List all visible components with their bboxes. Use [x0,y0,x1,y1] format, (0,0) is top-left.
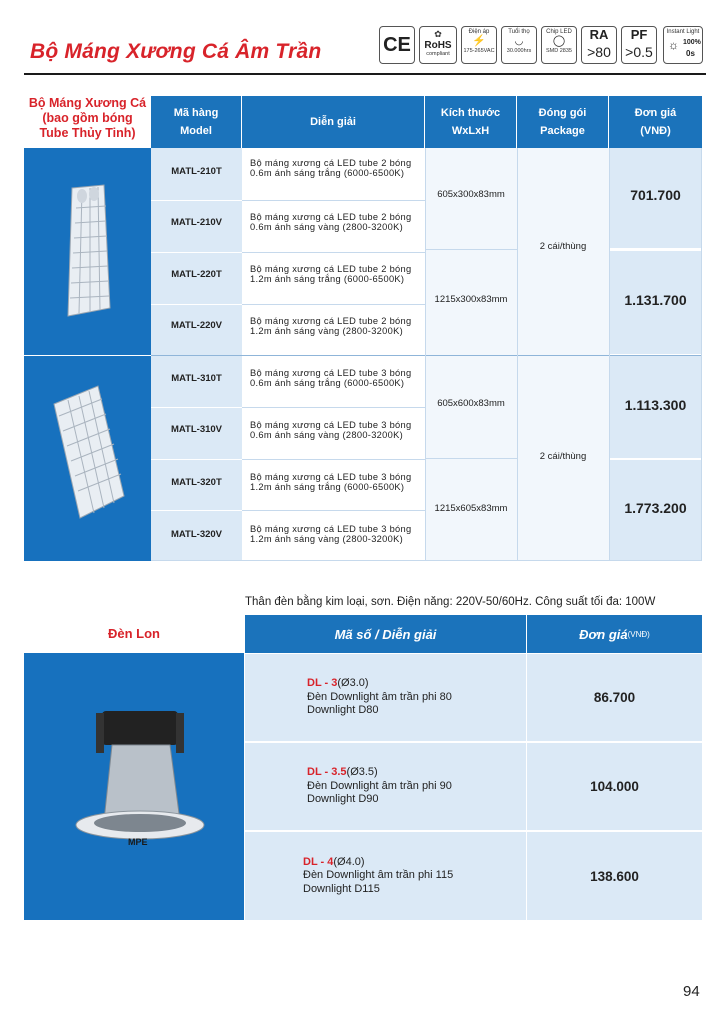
description-line: Đèn Downlight âm trần phi 115 [303,869,454,882]
table-bottom [151,560,702,561]
size-value: 605x300x83mm [437,189,505,200]
model-description: Bộ máng xương cá LED tube 2 bóng 1.2m ánh sáng vàng (2800-3200K) [250,316,412,336]
downlight-section-label: Đèn Lon [108,626,160,641]
row-divider [425,249,517,250]
lightning-icon: ⚡ [472,35,486,47]
price-value: 701.700 [630,187,681,203]
col-divider [425,148,426,561]
row-divider [609,458,702,460]
rohs-badge: ✿ RoHS compliant [419,26,457,64]
code-line: DL - 4(Ø4.0) [303,855,365,868]
package-value: 2 cái/thùng [539,241,587,252]
downlight-row-dl35 [245,743,526,830]
ra-badge: RA >80 [581,26,617,64]
instant-light-badge: Instant Light ☼ 100% 0s [663,26,703,64]
header-price: Đơn giá (VNĐ) [609,96,702,148]
page-number: 94 [683,983,700,1000]
row-divider [151,407,242,408]
lifetime-badge: Tuổi thọ ◡ 30.000hrs [501,26,537,64]
row-divider [425,458,517,459]
bulb-icon: ◯ [552,35,566,47]
page-title: Bộ Máng Xương Cá Âm Trần [30,40,322,63]
description-line: Đèn Downlight âm trần phi 90 [307,779,452,792]
package-value: 2 cái/thùng [539,451,587,462]
model-description: Bộ máng xương cá LED tube 3 bóng 0.6m ánh sáng trắng (6000-6500K) [250,368,412,388]
row-divider [242,510,425,511]
model-description: Bộ máng xương cá LED tube 3 bóng 1.2m ánh sáng trắng (6000-6500K) [250,472,412,492]
ceiling-troffer-table [24,96,702,561]
row-divider [242,459,425,460]
description-line: Downlight D90 [307,793,379,806]
downlight-row-dl3 [245,654,526,741]
model-code: MATL-220T [171,269,222,280]
description-line: Đèn Downlight âm trần phi 80 [307,690,452,703]
model-code: MATL-320V [170,529,223,540]
title-underline [24,73,706,75]
model-description: Bộ máng xương cá LED tube 3 bóng 0.6m ánh sáng vàng (2800-3200K) [250,420,412,440]
row-divider [151,252,242,253]
size-value: 1215x300x83mm [434,294,508,305]
model-description: Bộ máng xương cá LED tube 3 bóng 1.2m ánh sáng vàng (2800-3200K) [250,524,412,544]
header-code-description: Mã số / Diễn giải [245,615,526,653]
voltage-badge: Điện áp ⚡ 175-265VAC [461,26,497,64]
size-value: 605x600x83mm [437,398,505,409]
row-divider [242,407,425,408]
sun-icon: ☼ [668,38,679,52]
header-unit-price: Đơn giá (VNĐ) [527,615,702,653]
model-description: Bộ máng xương cá LED tube 2 bóng 1.2m ánh sáng trắng (6000-6500K) [250,264,412,284]
code-line: DL - 3.5(Ø3.5) [307,766,378,779]
description-line: Downlight D80 [307,704,379,717]
description-line: Downlight D115 [303,882,380,895]
price-value: 1.113.300 [624,397,687,413]
row-divider [151,459,242,460]
model-description: Bộ máng xương cá LED tube 2 bóng 0.6m ánh sáng vàng (2800-3200K) [250,212,412,232]
header-description: Diễn giải [242,96,425,148]
row-divider [242,200,425,201]
model-code: MATL-320T [171,477,222,488]
model-code: MATL-310T [171,373,222,384]
price-value: 104.000 [527,743,702,830]
model-code: MATL-210V [170,217,223,228]
row-divider [242,304,425,305]
chip-led-badge: Chip LED ◯ SMD 2835 [541,26,577,64]
model-description: Bộ máng xương cá LED tube 2 bóng 0.6m ánh sáng trắng (6000-6500K) [250,158,412,178]
model-code: MATL-220V [170,320,223,331]
row-divider [609,249,702,251]
troffer-2-tube-photo [24,148,151,355]
header-package: Đóng gói Package [517,96,609,148]
price-value: 86.700 [527,654,702,741]
downlight-photo [24,653,244,920]
troffer-3-tube-photo [24,355,151,561]
product-column [24,96,151,561]
group-divider [151,355,702,356]
row-divider [151,200,242,201]
mpe-logo: MPE [128,837,148,847]
price-value: 138.600 [527,832,702,920]
downlight-row-dl4 [245,832,526,920]
pf-badge: PF >0.5 [621,26,657,64]
row-divider [151,304,242,305]
gauge-icon: ◡ [514,36,524,47]
leaf-icon: ✿ [434,29,442,39]
row-divider [242,252,425,253]
price-value: 1.773.200 [624,500,687,516]
model-code: MATL-210T [171,166,222,177]
product-caption: Bộ Máng Xương Cá (bao gồm bóng Tube Thủy Tinh) [28,96,147,140]
specification-note: Thân đèn bằng kim loại, sơn. Điện năng: 220V-50/60Hz. Công suất tối đa: 100W [245,596,656,608]
code-line: DL - 3(Ø3.0) [307,677,369,690]
col-divider [517,148,518,561]
model-code: MATL-310V [170,424,223,435]
header-model: Mã hàng Model [151,96,242,148]
price-value: 1.131.700 [624,292,687,308]
ce-badge: CE [379,26,415,64]
size-value: 1215x605x83mm [434,503,508,514]
row-divider [151,510,242,511]
header-size: Kích thước WxLxH [425,96,517,148]
